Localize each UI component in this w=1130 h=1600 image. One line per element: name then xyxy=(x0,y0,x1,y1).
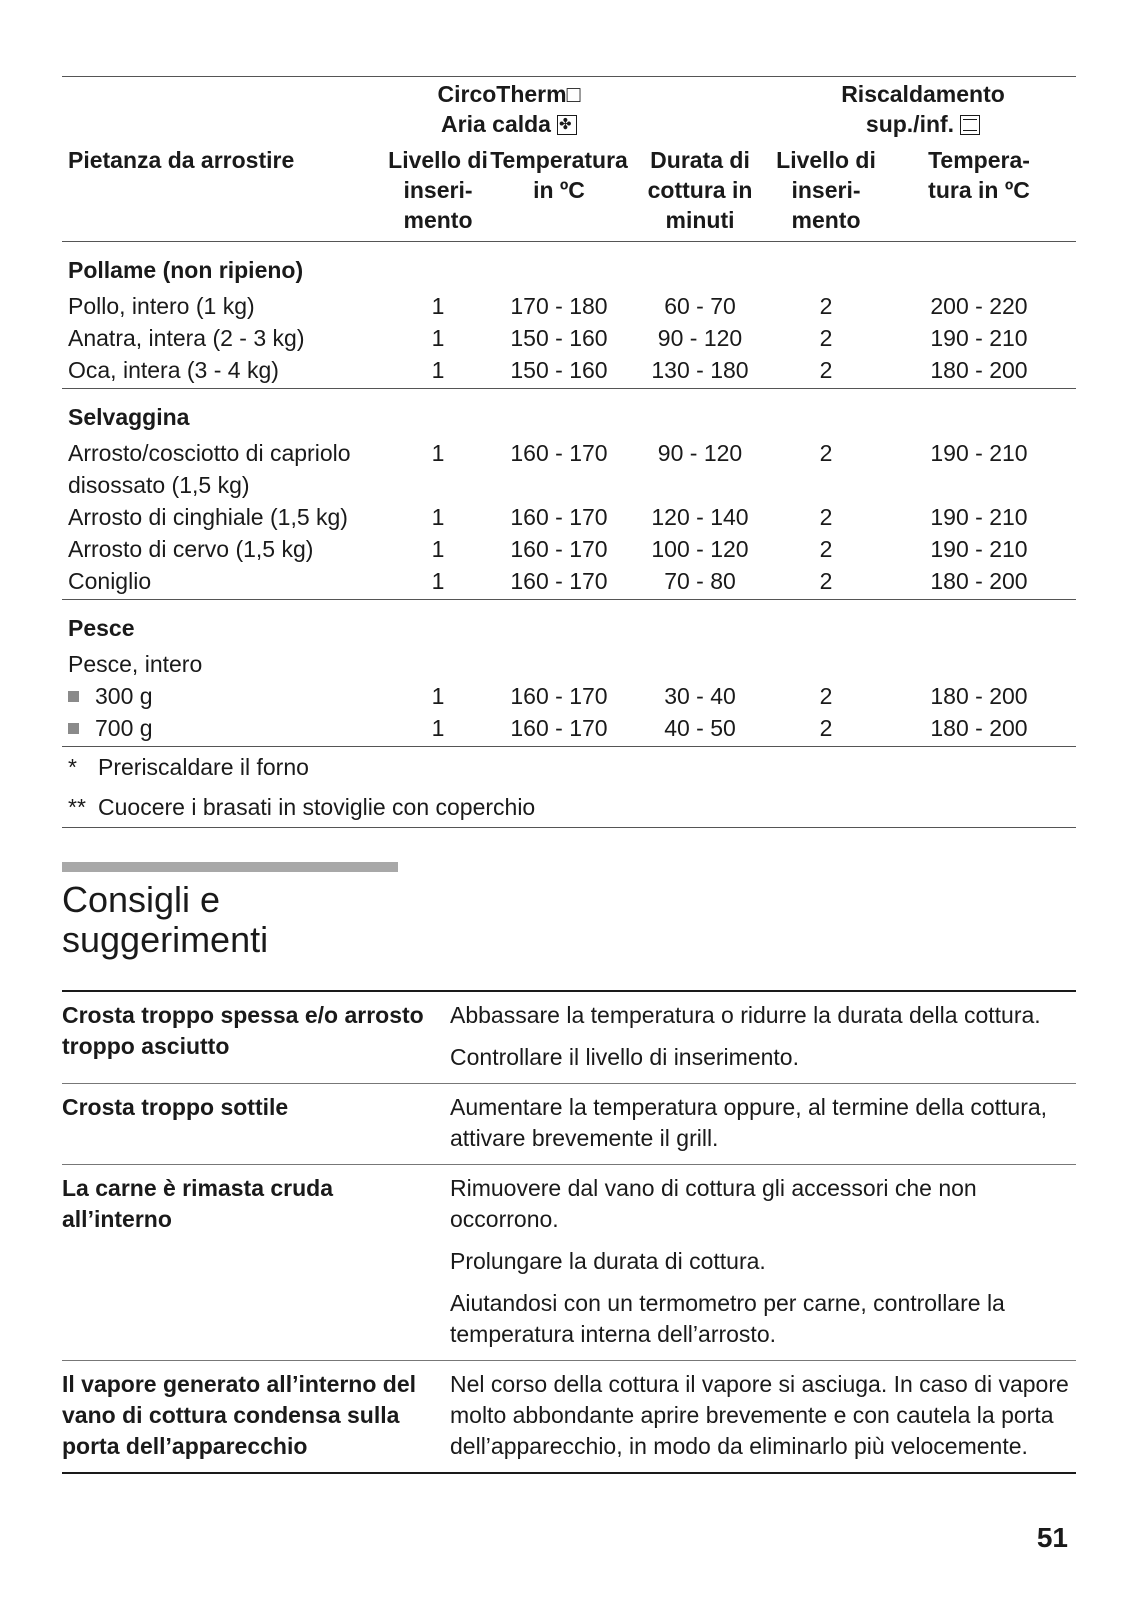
dish-name-text: 300 g xyxy=(95,683,153,709)
cell-temp1: 150 - 160 xyxy=(488,354,630,389)
footnote-row xyxy=(62,787,1076,828)
dish-name xyxy=(62,354,388,389)
tip-solution: Aumentare la temperatura oppure, al termine della cottura, attivare brevemente il grill. xyxy=(450,1094,1048,1151)
table-row xyxy=(62,437,1076,501)
cell-temp2: 180 - 200 xyxy=(930,683,1028,709)
dish-name-text: Anatra, intera (2 - 3 kg) xyxy=(68,325,305,351)
tip-solutions xyxy=(450,1361,1076,1474)
cell-level1: 1 xyxy=(431,293,445,319)
mode-top-bottom-line2: sup./inf. xyxy=(865,111,955,137)
cell-level2: 2 xyxy=(819,504,833,530)
tip-problem: Il vapore generato all’interno del vano di cottura condensa sulla porta dell’apparecchio xyxy=(62,1361,450,1474)
header-level1: Livello di inseri- mento xyxy=(388,145,488,242)
cell-temp2: 180 - 200 xyxy=(882,354,1076,389)
cell-temp1: 170 - 180 xyxy=(510,293,608,319)
header-level2: Livello di inseri- mento xyxy=(770,145,882,242)
cell-level1: 1 xyxy=(431,683,445,709)
cell-duration: 90 - 120 xyxy=(657,440,743,466)
tip-problem: Crosta troppo spessa e/o arrosto troppo asciutto xyxy=(62,1002,424,1059)
mode-header-row xyxy=(62,77,1076,146)
cell-duration: 130 - 180 xyxy=(630,354,770,389)
cell-temp2: 190 - 210 xyxy=(930,536,1028,562)
mode-top-bottom-line1: Riscaldamento xyxy=(841,81,1005,107)
tip-row xyxy=(62,1084,1076,1165)
group-title: Pesce xyxy=(68,615,135,641)
tip-row xyxy=(62,1165,1076,1361)
cell-duration: 70 - 80 xyxy=(630,565,770,600)
cell-duration: 60 - 70 xyxy=(664,293,736,319)
cell-level1: 1 xyxy=(388,565,488,600)
dish-name-text: 700 g xyxy=(95,715,153,741)
footnote-text: Cuocere i brasati in stoviglie con coperchio xyxy=(98,794,536,820)
tip-row xyxy=(62,1361,1076,1474)
dish-name-text: Arrosto di cervo (1,5 kg) xyxy=(68,536,314,562)
dish-name-text-line2: disossato (1,5 kg) xyxy=(68,472,250,498)
cell-level2: 2 xyxy=(819,325,833,351)
mode-circotherm-line1: CircoTherm□ xyxy=(437,81,581,107)
dish-name xyxy=(62,437,388,501)
group-title-row xyxy=(62,389,1076,438)
table-row xyxy=(62,290,1076,322)
footnote-row xyxy=(62,747,1076,788)
tips-table xyxy=(62,990,1076,1474)
cell-duration: 30 - 40 xyxy=(664,683,736,709)
tip-solution: Aiutandosi con un termometro per carne, controllare la temperatura interna dell’arrosto. xyxy=(450,1290,1005,1347)
dish-name-text: Coniglio xyxy=(68,568,152,594)
cell-level2: 2 xyxy=(770,712,882,747)
cell-temp1: 160 - 170 xyxy=(488,712,630,747)
tip-row xyxy=(62,991,1076,1084)
dish-name xyxy=(62,290,388,322)
cell-level2: 2 xyxy=(770,565,882,600)
table-row xyxy=(62,354,1076,389)
dish-name xyxy=(62,322,388,354)
cell-temp1: 160 - 170 xyxy=(510,536,608,562)
bullet-square-icon xyxy=(68,723,79,734)
roasting-table xyxy=(62,76,1076,828)
dish-name-text: Arrosto/cosciotto di capriolo xyxy=(68,440,351,466)
table-row xyxy=(62,533,1076,565)
cell-level2: 2 xyxy=(770,354,882,389)
cell-temp2: 180 - 200 xyxy=(882,712,1076,747)
bullet-square-icon xyxy=(68,691,79,702)
footnote xyxy=(62,747,1076,788)
fan-heating-icon xyxy=(557,115,577,135)
mode-circotherm-line2: Aria calda xyxy=(441,111,551,137)
footnote-mark: ** xyxy=(68,794,86,820)
cell-level2: 2 xyxy=(819,683,833,709)
cell-temp1: 150 - 160 xyxy=(510,325,608,351)
cell-temp1: 160 - 170 xyxy=(510,504,608,530)
top-bottom-heating-icon xyxy=(960,115,980,135)
cell-duration: 40 - 50 xyxy=(630,712,770,747)
cell-level2: 2 xyxy=(819,440,833,466)
page-number: 51 xyxy=(1036,1522,1068,1553)
footnote-mark: * xyxy=(68,754,77,780)
cell-level1: 1 xyxy=(431,504,445,530)
tip-solutions xyxy=(450,1165,1076,1361)
group-title: Pollame (non ripieno) xyxy=(68,257,304,283)
cell-level1: 1 xyxy=(388,712,488,747)
cell-level2: 2 xyxy=(819,536,833,562)
cell-level2: 2 xyxy=(819,293,833,319)
footnote xyxy=(62,787,1076,828)
tip-solution: Rimuovere dal vano di cottura gli accessori che non occorrono. xyxy=(450,1175,977,1232)
dish-name-text: Pollo, intero (1 kg) xyxy=(68,293,255,319)
cell-level1: 1 xyxy=(431,440,445,466)
group-title-row xyxy=(62,242,1076,291)
header-duration: Durata di cottura in minuti xyxy=(630,145,770,242)
dish-name xyxy=(62,501,388,533)
dish-name-text: Arrosto di cinghiale (1,5 kg) xyxy=(68,504,348,530)
tip-solution: Controllare il livello di inserimento. xyxy=(450,1044,799,1070)
section-divider-bar xyxy=(62,862,398,872)
dish-name xyxy=(62,712,388,747)
header-temp1: Temperatura in ºC xyxy=(488,145,630,242)
cell-temp2: 190 - 210 xyxy=(930,325,1028,351)
header-temp2: Tempera- tura in ºC xyxy=(882,145,1076,242)
cell-temp2: 190 - 210 xyxy=(930,440,1028,466)
table-row xyxy=(62,565,1076,600)
group-title-row xyxy=(62,600,1076,649)
group-title: Selvaggina xyxy=(68,404,190,430)
table-row xyxy=(62,322,1076,354)
header-dish: Pietanza da arrostire xyxy=(62,145,388,242)
tip-problem: La carne è rimasta cruda all’interno xyxy=(62,1165,450,1361)
tip-problem: Crosta troppo sottile xyxy=(62,1084,450,1165)
cell-duration: 100 - 120 xyxy=(651,536,749,562)
tip-solution: Prolungare la durata di cottura. xyxy=(450,1248,766,1274)
cell-temp2: 200 - 220 xyxy=(930,293,1028,319)
cell-temp2: 190 - 210 xyxy=(930,504,1028,530)
tip-solutions xyxy=(450,1084,1076,1165)
cell-temp1: 160 - 170 xyxy=(488,565,630,600)
table-row xyxy=(62,501,1076,533)
dish-name xyxy=(62,533,388,565)
cell-level1: 1 xyxy=(431,536,445,562)
group-subtitle-row xyxy=(62,648,1076,680)
tip-solution: Nel corso della cottura il vapore si asciuga. In caso di vapore molto abbondante aprire brevemente e con cautela la porta dell’apparecchio, in modo da eliminarlo più velocemente. xyxy=(450,1371,1069,1459)
dish-name-text: Oca, intera (3 - 4 kg) xyxy=(68,357,279,383)
group-subtitle: Pesce, intero xyxy=(68,651,203,677)
cell-level1: 1 xyxy=(388,354,488,389)
cell-temp1: 160 - 170 xyxy=(510,440,608,466)
cell-temp1: 160 - 170 xyxy=(510,683,608,709)
dish-name xyxy=(62,565,388,600)
tip-solutions xyxy=(450,991,1076,1084)
section-title: Consigli e suggerimenti xyxy=(62,879,269,960)
cell-duration: 120 - 140 xyxy=(651,504,749,530)
table-row xyxy=(62,712,1076,747)
dish-name xyxy=(62,680,388,712)
column-header-row xyxy=(62,145,1076,242)
tip-solution: Abbassare la temperatura o ridurre la durata della cottura. xyxy=(450,1002,1041,1028)
table-row xyxy=(62,680,1076,712)
cell-level1: 1 xyxy=(431,325,445,351)
cell-duration: 90 - 120 xyxy=(657,325,743,351)
mode-top-bottom xyxy=(770,77,1076,146)
mode-circotherm xyxy=(388,77,630,146)
cell-temp2: 180 - 200 xyxy=(882,565,1076,600)
footnote-text: Preriscaldare il forno xyxy=(98,754,309,780)
